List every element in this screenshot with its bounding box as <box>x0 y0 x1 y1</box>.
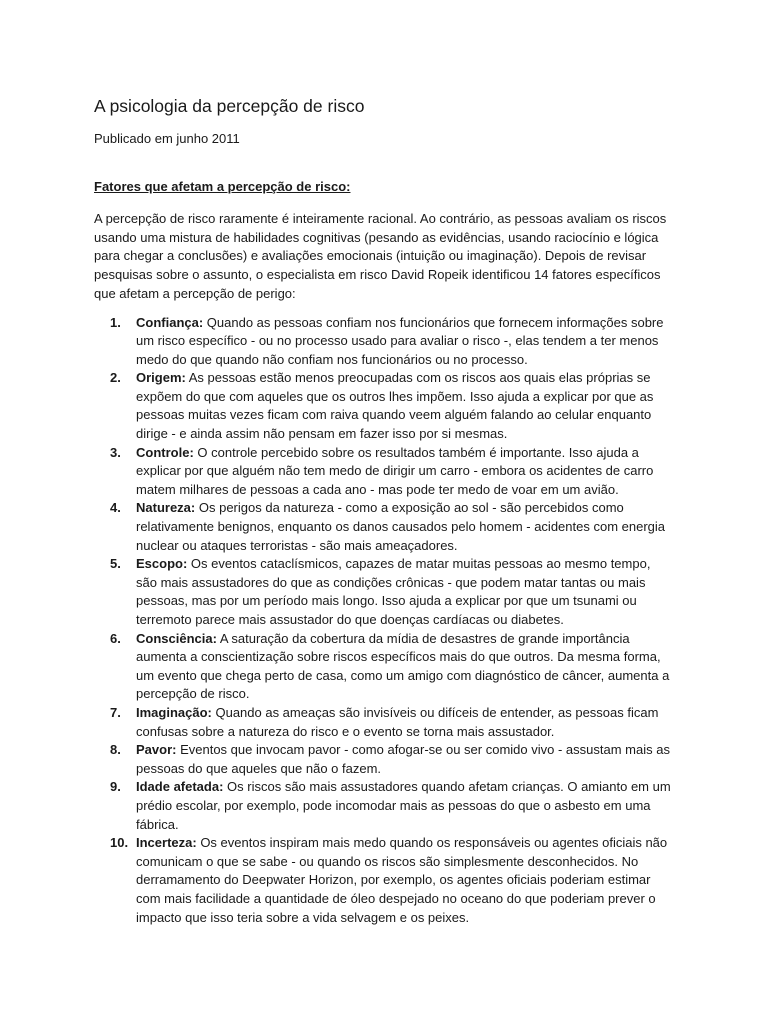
factor-text: Eventos que invocam pavor - como afogar-se ou ser comido vivo - assustam mais as pessoas do que aqueles que não o fazem. <box>136 742 670 776</box>
factor-text: Quando as ameaças são invisíveis ou difíceis de entender, as pessoas ficam confusas sobre a natureza do risco e o evento se torna mais assustador. <box>136 704 659 739</box>
factor-number: 9. <box>110 779 121 795</box>
factor-name: Controle: <box>136 444 194 460</box>
factor-name: Escopo: <box>136 556 188 572</box>
factor-list <box>94 314 674 928</box>
factor-name: Pavor: <box>136 742 177 758</box>
factor-item <box>94 630 674 704</box>
factor-text: Os eventos inspiram mais medo quando os responsáveis ou agentes oficiais não comunicam o que se sabe - ou quando os riscos são simplesmente desconhecidos. No derramamento do Deepwater Horizon, por exemplo, os agentes oficiais poderiam estimar com mais facilidade a quantidade de óleo despejado no oceano do que poderiam prever o impacto que isso teria sobre a vida selvagem e os peixes. <box>136 835 668 925</box>
factor-number: 3. <box>110 444 121 460</box>
factor-number: 4. <box>110 500 121 516</box>
factor-item <box>94 444 674 500</box>
factor-number: 2. <box>110 370 121 386</box>
factor-number: 10. <box>110 835 129 851</box>
factor-item <box>94 704 674 741</box>
factor-text: O controle percebido sobre os resultados também é importante. Isso ajuda a explicar por que alguém não tem medo de dirigir um carro - embora os acidentes de carro matem milhares de pessoas a cada ano - mas pode ter medo de voar em um avião. <box>136 444 654 497</box>
factor-item <box>94 555 674 629</box>
intro-paragraph: A percepção de risco raramente é inteiramente racional. Ao contrário, as pessoas avaliam os riscos usando uma mistura de habilidades cognitivas (pesando as evidências, usando raciocínio e lógica para chegar a conclusões) e avaliações emocionais (intuição ou imaginação). Depois de revisar pesquisas sobre o assunto, o especialista em risco David Ropeik identificou 14 fatores específicos que afetam a percepção de perigo: <box>94 211 667 301</box>
factor-number: 1. <box>110 314 121 330</box>
factor-text: Os riscos são mais assustadores quando afetam crianças. O amianto em um prédio escolar, por exemplo, pode incomodar mais as pessoas do que o asbesto em uma fábrica. <box>136 779 671 832</box>
factor-name: Confiança: <box>136 314 204 330</box>
factor-name: Idade afetada: <box>136 779 224 795</box>
factor-item <box>94 499 674 555</box>
factor-item <box>94 314 674 370</box>
factor-number: 6. <box>110 630 121 646</box>
factor-item <box>94 741 674 778</box>
publication-date: Publicado em junho 2011 <box>94 131 240 146</box>
factor-item <box>94 369 674 443</box>
factor-name: Imaginação: <box>136 704 212 720</box>
factor-name: Natureza: <box>136 500 196 516</box>
factor-name: Origem: <box>136 370 186 386</box>
factor-number: 7. <box>110 704 121 720</box>
section-heading: Fatores que afetam a percepção de risco: <box>94 179 351 194</box>
factor-number: 8. <box>110 742 121 758</box>
factor-text: A saturação da cobertura da mídia de desastres de grande importância aumenta a conscientização sobre riscos específicos mais do que outros. Da mesma forma, um evento que chega perto de casa, como um amigo com diagnóstico de câncer, aumenta a percepção de risco. <box>136 630 670 702</box>
factor-text: As pessoas estão menos preocupadas com os riscos aos quais elas próprias se expõem do que com aqueles que os outros lhes impõem. Isso ajuda a explicar por que as pessoas muitas vezes ficam com raiva quando veem alguém falando ao celular enquanto dirige - e ainda assim não pensam em fazer isso por si mesmas. <box>136 370 654 442</box>
factor-item <box>94 834 674 927</box>
factor-text: Os eventos cataclísmicos, capazes de matar muitas pessoas ao mesmo tempo, são mais assustadores do que as condições crônicas - que podem matar tantas ou mais pessoas, mas por um período mais longo. Isso ajuda a explicar por que um tsunami ou terremoto parece mais assustador do que doenças cardíacas ou diabetes. <box>136 556 651 628</box>
factor-name: Consciência: <box>136 630 217 646</box>
factor-number: 5. <box>110 556 121 572</box>
factor-item <box>94 778 674 834</box>
document-title: A psicologia da percepção de risco <box>94 96 365 116</box>
factor-text: Quando as pessoas confiam nos funcionários que fornecem informações sobre um risco específico - ou no processo usado para avaliar o risco -, elas tendem a ter menos medo do que quando não confiam nos funcionários ou no processo. <box>136 314 664 367</box>
factor-name: Incerteza: <box>136 835 197 851</box>
factor-text: Os perigos da natureza - como a exposição ao sol - são percebidos como relativamente benignos, enquanto os danos causados pelo homem - acidentes com energia nuclear ou ataques terroristas - são mais ameaçadores. <box>136 500 666 553</box>
